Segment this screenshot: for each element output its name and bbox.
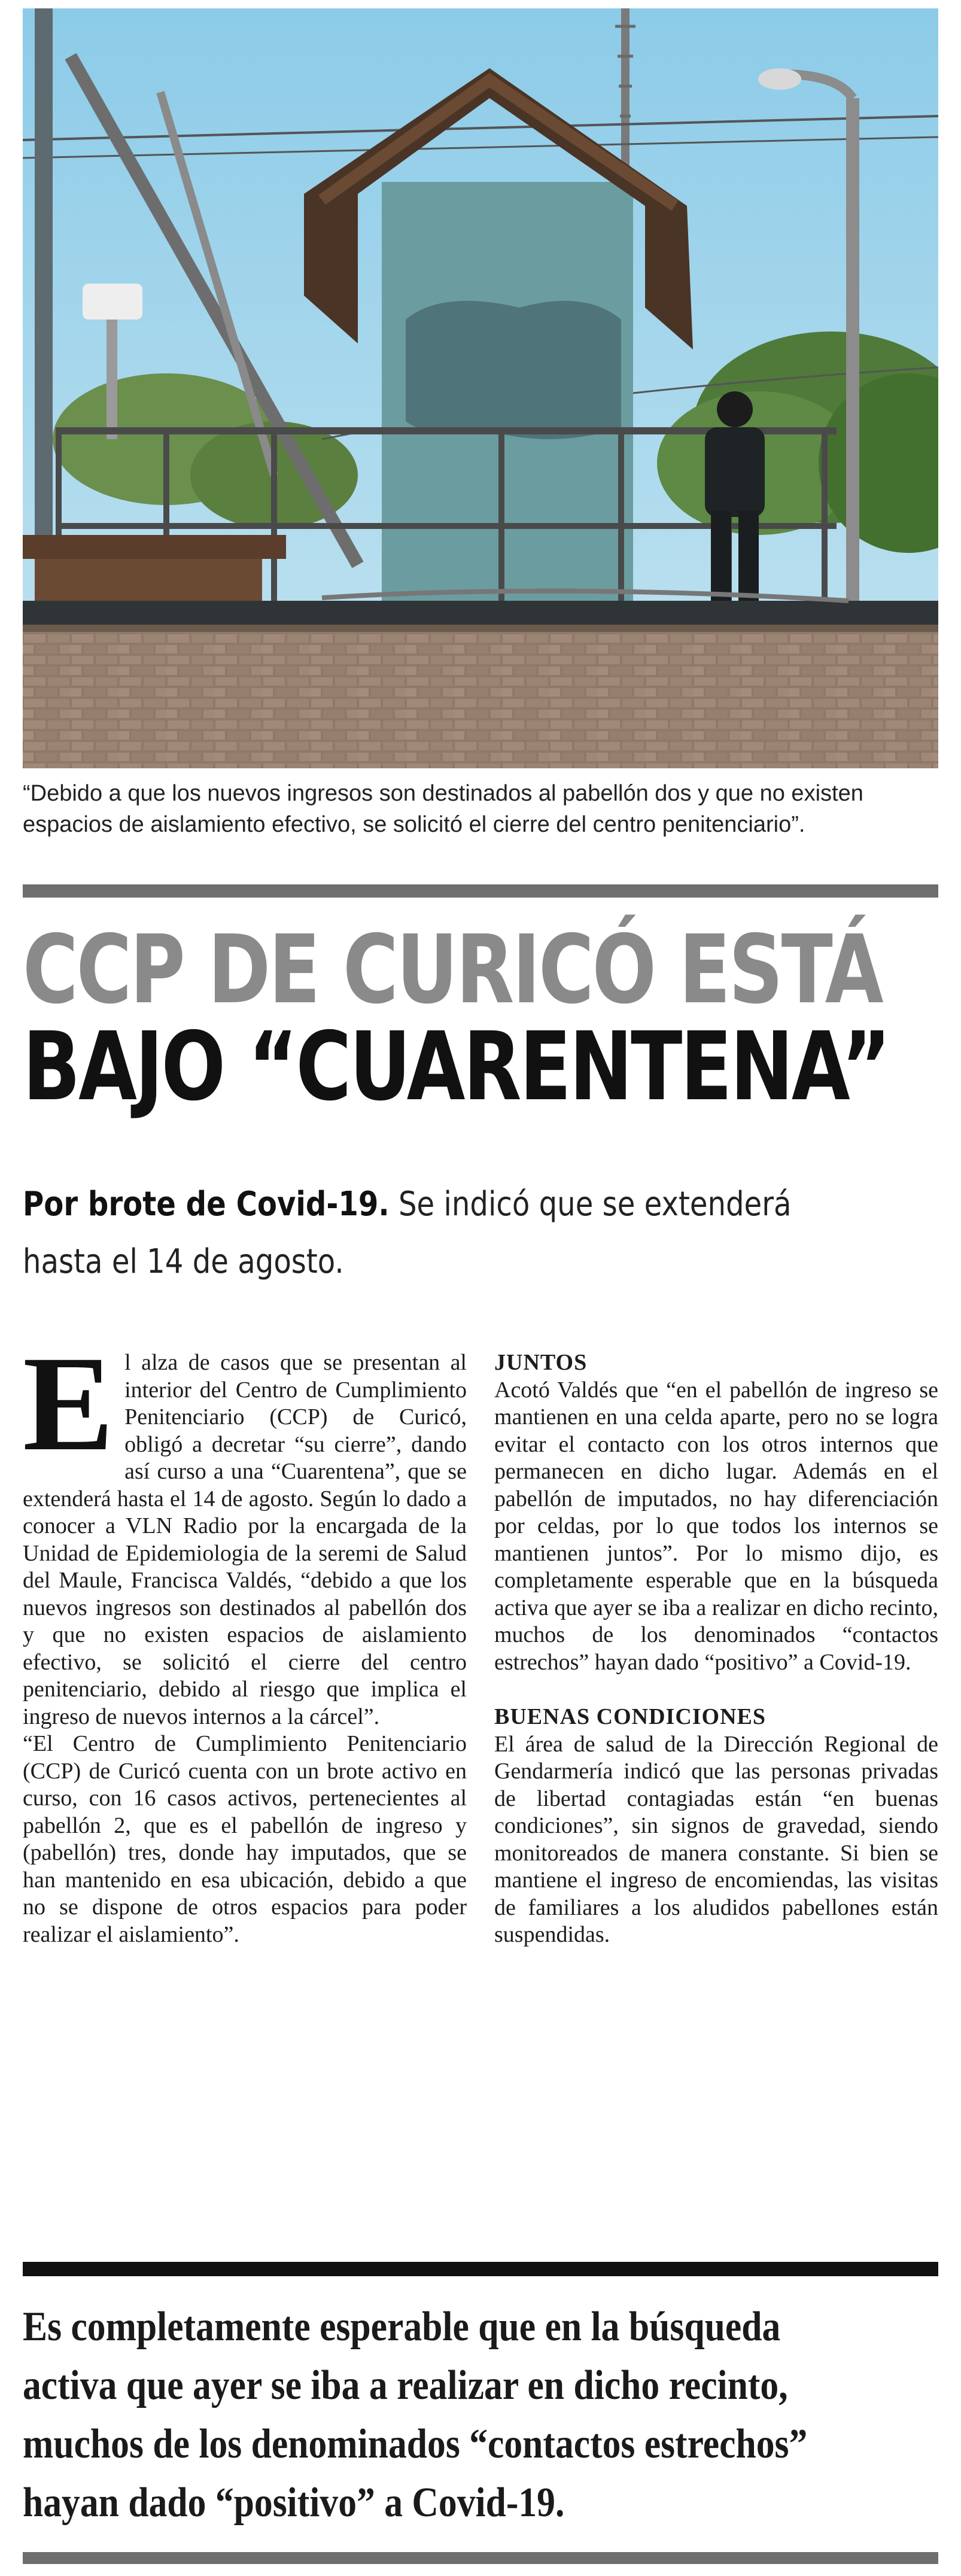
guard-tower-icon [23, 8, 938, 768]
photo-caption: “Debido a que los nuevos ingresos son destinados al pabellón dos y que no existen espacios de aislamiento efectivo, se solicitó el cierre del centro penitenciario”. [23, 781, 863, 837]
body-paragraph-3: Acotó Valdés que “en el pabellón de ingreso se mantienen en una celda aparte, pero no se logra evitar el contacto con los otros internos que permanecen en dicho lugar. Además en el pabellón de imputados, no hay diferenciación por celdas, por lo que todos los internos se mantienen juntos”. Por lo mismo dijo, es completamente esperable que en la búsqueda activa que ayer se iba a realizar en dicho recinto, muchos de los denominados “contactos estrechos” hayan dado “positivo” a Covid-19. [494, 1377, 938, 1675]
drop-cap: E [23, 1328, 114, 1479]
deck-text: Se indicó que se extenderá hasta el 14 de agosto. [23, 1185, 792, 1281]
pull-quote-line-2: activa que ayer se iba a realizar en dicho recinto, [23, 2362, 788, 2408]
pull-quote [23, 2298, 834, 2532]
body-column-left [23, 1328, 467, 1948]
body-column-right [494, 1349, 938, 1949]
bottom-divider [23, 2552, 938, 2564]
body-paragraph-2: “El Centro de Cumplimiento Penitenciario (CCP) de Curicó cuenta con un brote activo en curso, con 16 casos activos, pertenecientes al pabellón 2, que es el pabellón de ingreso y (pabellón) tres, donde hay imputados, que se han mantenido en esa ubicación, debido a que no se dispone de otros espacios para poder realizar el aislamiento”. [23, 1731, 467, 1947]
body-paragraph-1: l alza de casos que se presentan al interior del Centro de Cumplimiento Penitenciario (CCP) de Curicó, obligó a decretar “su cierre”, dando así curso a una “Cuarentena”, que se extenderá hasta el 14 de agosto. Según lo dado a conocer a VLN Radio por la encargada de la Unidad de Epidemiologia de la seremi de Salud del Maule, Francisca Valdés, “debido a que los nuevos ingresos son destinados al pabellón dos y que no existen espacios de aislamiento efectivo, se solicitó el cierre del centro penitenciario, debido al riesgo que implica el ingreso de nuevos internos a la cárcel”. [23, 1350, 467, 1729]
deck [23, 1176, 846, 1291]
deck-lead: Por brote de Covid-19. [23, 1185, 390, 1224]
top-divider [23, 884, 938, 898]
headline [23, 915, 889, 1122]
news-photo [23, 8, 938, 768]
pull-quote-line-1: Es completamente esperable que en la búsqueda [23, 2304, 781, 2350]
quote-divider-top [23, 2262, 938, 2276]
pull-quote-line-4: hayan dado “positivo” a Covid-19. [23, 2480, 565, 2526]
headline-line-2: BAJO “CUARENTENA” [23, 1012, 889, 1122]
headline-line-1: CCP DE CURICÓ ESTÁ [23, 915, 882, 1025]
subheading-juntos: JUNTOS [494, 1350, 588, 1375]
body-paragraph-4: El área de salud de la Dirección Regional de Gendarmería indicó que las personas privadas de libertad contagiadas están “en buenas condiciones”, sin signos de gravedad, siendo monitoreados de manera constante. Si bien se mantiene el ingreso de encomiendas, las visitas de familiares a los aludidos pabellones están suspendidas. [494, 1731, 938, 1947]
pull-quote-line-3: muchos de los denominados “contactos estrechos” [23, 2421, 808, 2467]
subheading-buenas-condiciones: BUENAS CONDICIONES [494, 1704, 767, 1729]
